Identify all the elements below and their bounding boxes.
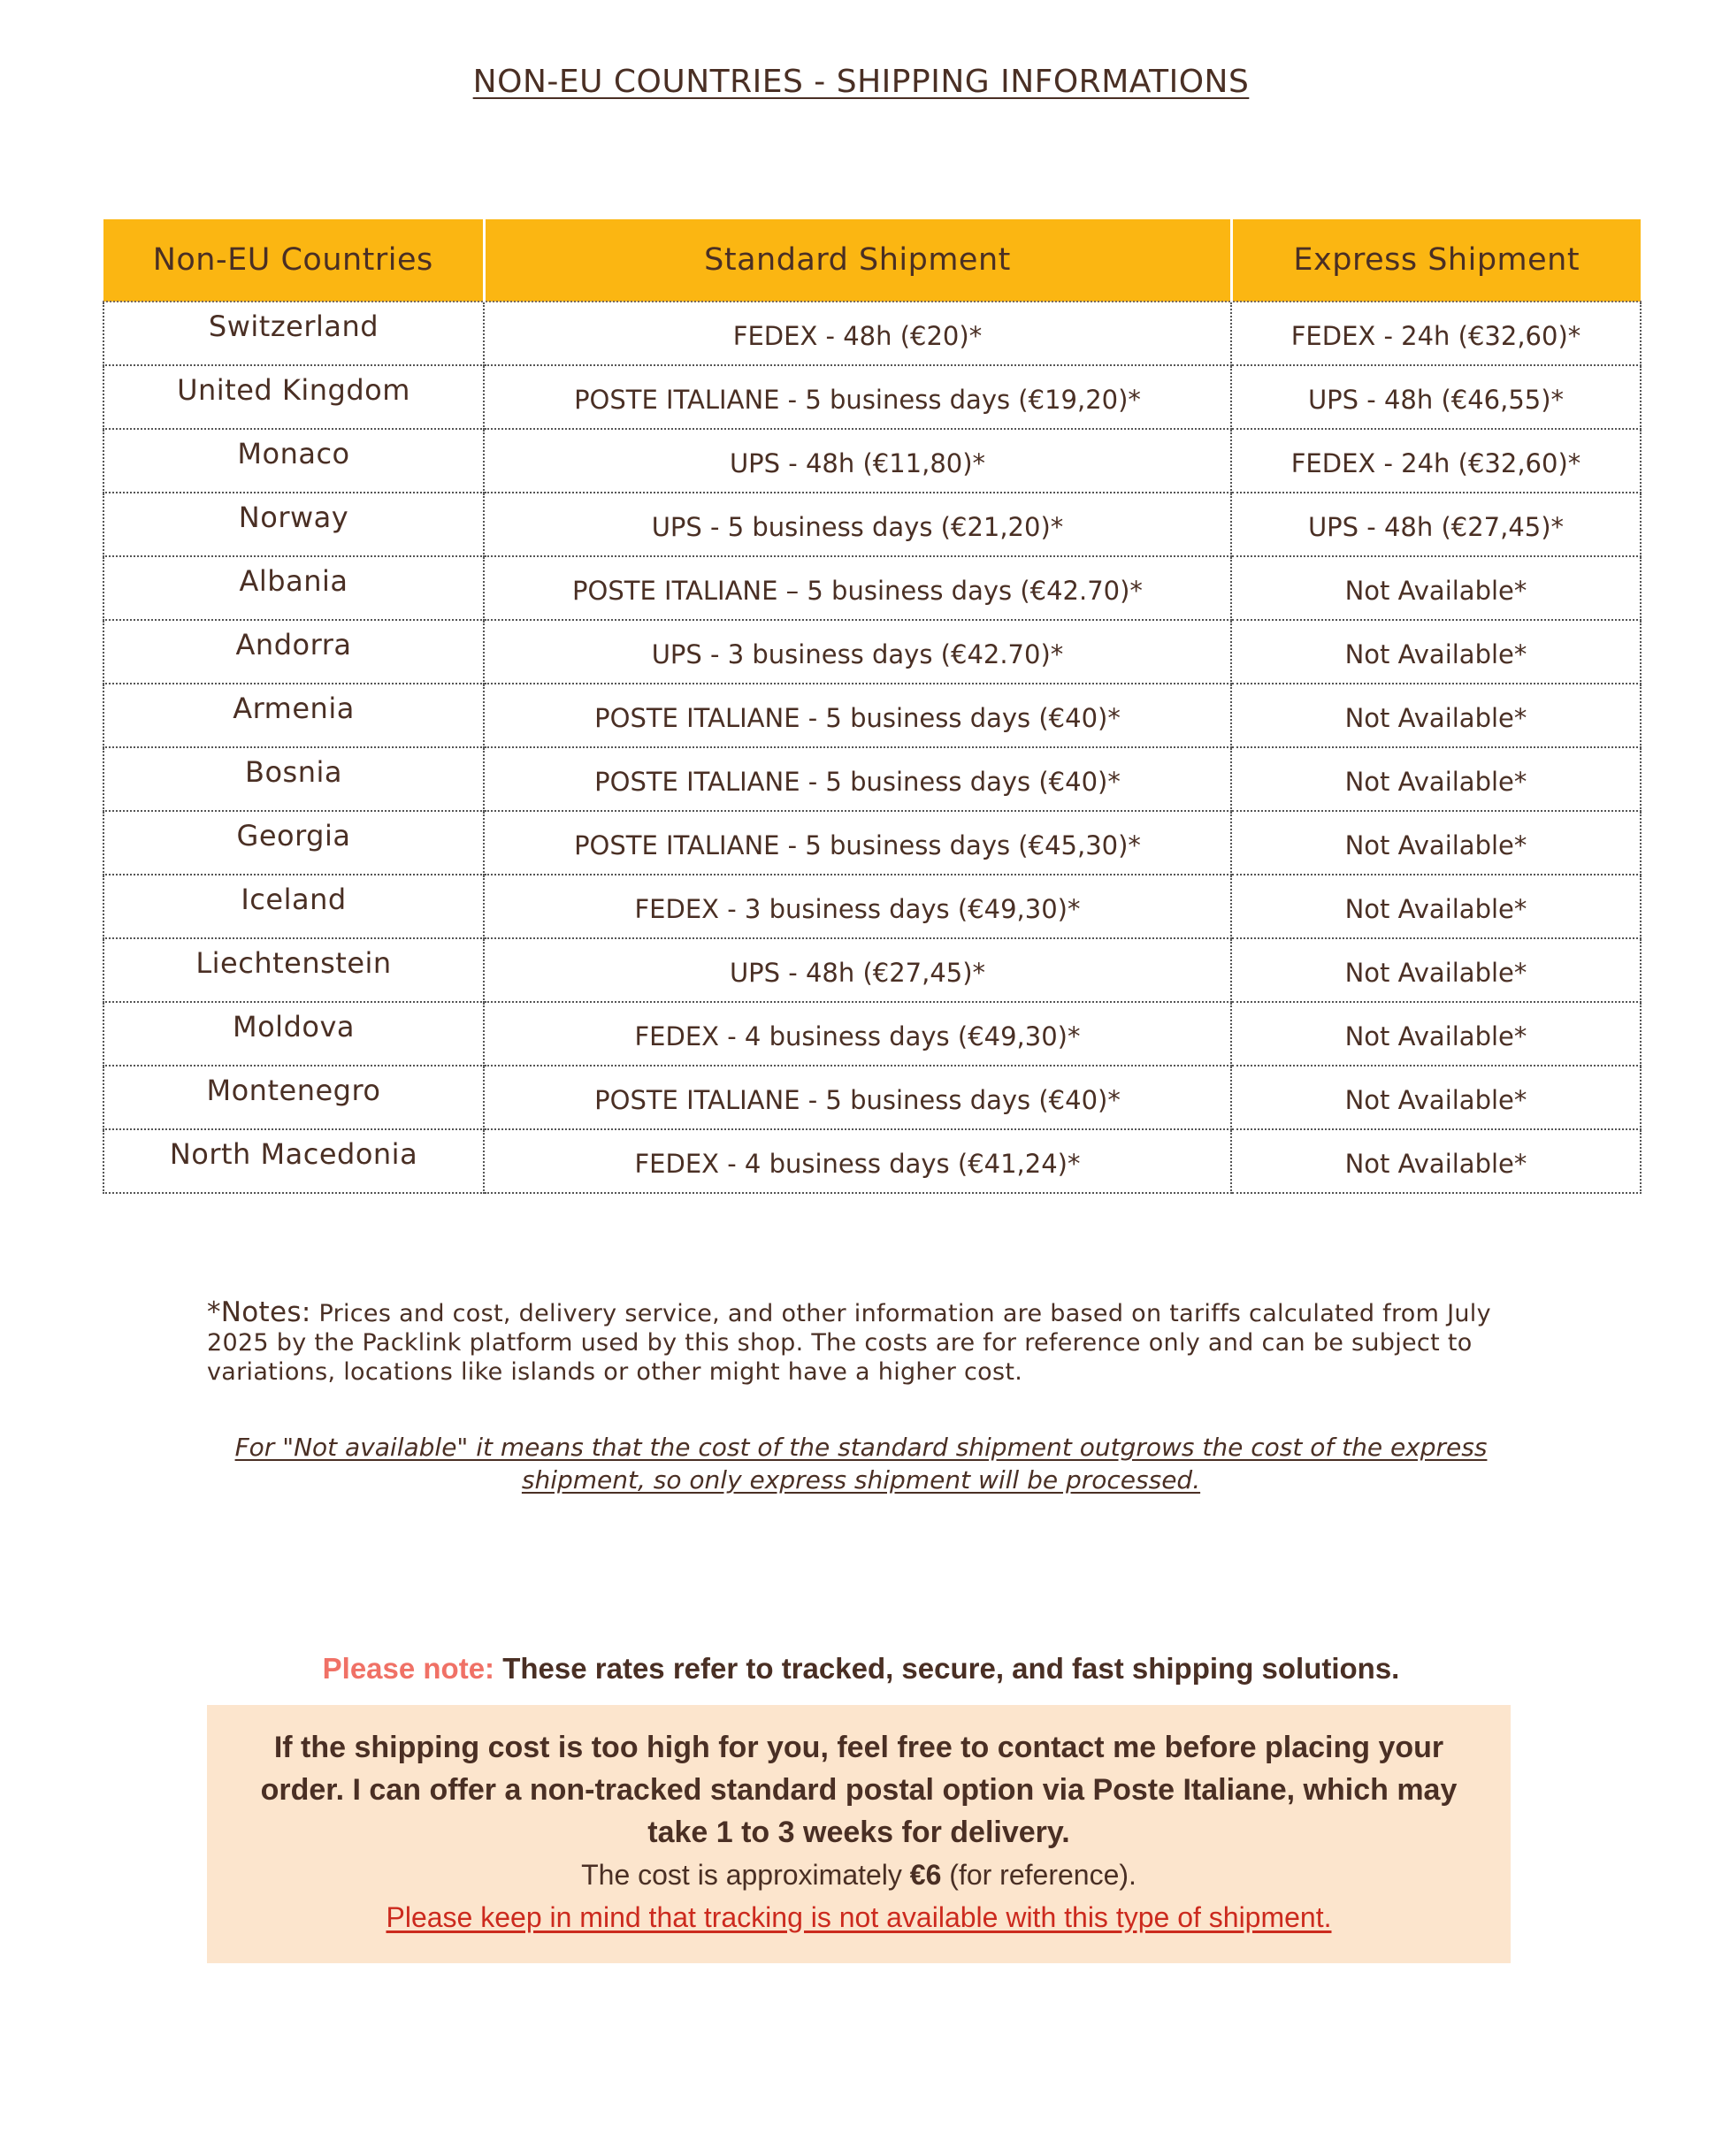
country-cell: Moldova xyxy=(103,1002,484,1066)
standard-shipment-cell: UPS - 3 business days (€42.70)* xyxy=(484,620,1231,684)
standard-shipment-cell: POSTE ITALIANE - 5 business days (€40)* xyxy=(484,684,1231,747)
country-cell: Albania xyxy=(103,556,484,620)
country-cell: Monaco xyxy=(103,429,484,493)
express-shipment-cell: Not Available* xyxy=(1231,811,1641,875)
standard-shipment-cell: POSTE ITALIANE - 5 business days (€45,30)* xyxy=(484,811,1231,875)
standard-shipment-cell: FEDEX - 48h (€20)* xyxy=(484,302,1231,365)
table-row xyxy=(103,1129,1641,1193)
express-shipment-cell: UPS - 48h (€46,55)* xyxy=(1231,365,1641,429)
table-row xyxy=(103,493,1641,556)
country-cell: Andorra xyxy=(103,620,484,684)
standard-shipment-cell: FEDEX - 3 business days (€49,30)* xyxy=(484,875,1231,938)
express-shipment-cell: FEDEX - 24h (€32,60)* xyxy=(1231,302,1641,365)
notes-label: *Notes: xyxy=(207,1296,311,1328)
express-shipment-cell: UPS - 48h (€27,45)* xyxy=(1231,493,1641,556)
info-box-message: If the shipping cost is too high for you, feel free to contact me before placing your order. I can offer a non-tracked standard postal option via Poste Italiane, which may take 1 to 3 weeks for delivery. xyxy=(260,1731,1458,1849)
please-note xyxy=(0,1652,1722,1686)
standard-shipment-cell: UPS - 48h (€11,80)* xyxy=(484,429,1231,493)
please-note-label: Please note: xyxy=(322,1652,495,1685)
shipping-table xyxy=(103,219,1642,1194)
country-cell: Armenia xyxy=(103,684,484,747)
table-body xyxy=(103,302,1641,1193)
express-shipment-cell: Not Available* xyxy=(1231,1129,1641,1193)
table-row xyxy=(103,1066,1641,1129)
table-row xyxy=(103,429,1641,493)
standard-shipment-cell: POSTE ITALIANE – 5 business days (€42.70)* xyxy=(484,556,1231,620)
standard-shipment-cell: POSTE ITALIANE - 5 business days (€19,20)* xyxy=(484,365,1231,429)
express-shipment-cell: Not Available* xyxy=(1231,875,1641,938)
tracking-warning: Please keep in mind that tracking is not available with this type of shipment. xyxy=(386,1901,1332,1933)
table-row xyxy=(103,811,1641,875)
cost-prefix: The cost is approximately xyxy=(581,1859,910,1891)
table-row xyxy=(103,556,1641,620)
info-box-cost xyxy=(207,1854,1511,1896)
country-cell: Iceland xyxy=(103,875,484,938)
please-note-text: These rates refer to tracked, secure, and fast shipping solutions. xyxy=(494,1652,1400,1685)
cost-value: €6 xyxy=(909,1859,942,1891)
table-row xyxy=(103,365,1641,429)
country-cell: North Macedonia xyxy=(103,1129,484,1193)
country-cell: Switzerland xyxy=(103,302,484,365)
country-cell: Liechtenstein xyxy=(103,938,484,1002)
express-shipment-cell: Not Available* xyxy=(1231,684,1641,747)
table-row xyxy=(103,875,1641,938)
express-shipment-cell: Not Available* xyxy=(1231,556,1641,620)
page-title: NON-EU COUNTRIES - SHIPPING INFORMATIONS xyxy=(472,64,1250,100)
standard-shipment-cell: UPS - 48h (€27,45)* xyxy=(484,938,1231,1002)
table-row xyxy=(103,1002,1641,1066)
notes-paragraph xyxy=(207,1298,1516,1387)
standard-shipment-cell: POSTE ITALIANE - 5 business days (€40)* xyxy=(484,1066,1231,1129)
non-tracked-info-box xyxy=(207,1705,1511,1963)
express-shipment-cell: Not Available* xyxy=(1231,747,1641,811)
header-countries: Non-EU Countries xyxy=(103,219,484,302)
country-cell: Georgia xyxy=(103,811,484,875)
country-cell: United Kingdom xyxy=(103,365,484,429)
table-row xyxy=(103,620,1641,684)
table-row xyxy=(103,747,1641,811)
standard-shipment-cell: POSTE ITALIANE - 5 business days (€40)* xyxy=(484,747,1231,811)
country-cell: Norway xyxy=(103,493,484,556)
standard-shipment-cell: FEDEX - 4 business days (€41,24)* xyxy=(484,1129,1231,1193)
table-row xyxy=(103,684,1641,747)
country-cell: Montenegro xyxy=(103,1066,484,1129)
not-available-note: For "Not available" it means that the cost of the standard shipment outgrows the cost of the express shipment, so only express shipment will be processed. xyxy=(234,1433,1488,1495)
express-shipment-cell: Not Available* xyxy=(1231,938,1641,1002)
table-row xyxy=(103,302,1641,365)
header-express-shipment: Express Shipment xyxy=(1231,219,1641,302)
express-shipment-cell: Not Available* xyxy=(1231,1066,1641,1129)
cost-suffix: (for reference). xyxy=(941,1859,1137,1891)
express-shipment-cell: FEDEX - 24h (€32,60)* xyxy=(1231,429,1641,493)
standard-shipment-cell: UPS - 5 business days (€21,20)* xyxy=(484,493,1231,556)
country-cell: Bosnia xyxy=(103,747,484,811)
notes-text: Prices and cost, delivery service, and other information are based on tariffs calculated from July 2025 by the Packlink platform used by this shop. The costs are for reference only and can be subject to variations, locations like islands or other might have a higher cost. xyxy=(207,1300,1491,1386)
express-shipment-cell: Not Available* xyxy=(1231,1002,1641,1066)
header-standard-shipment: Standard Shipment xyxy=(484,219,1231,302)
express-shipment-cell: Not Available* xyxy=(1231,620,1641,684)
standard-shipment-cell: FEDEX - 4 business days (€49,30)* xyxy=(484,1002,1231,1066)
table-header-row xyxy=(103,219,1641,302)
table-row xyxy=(103,938,1641,1002)
